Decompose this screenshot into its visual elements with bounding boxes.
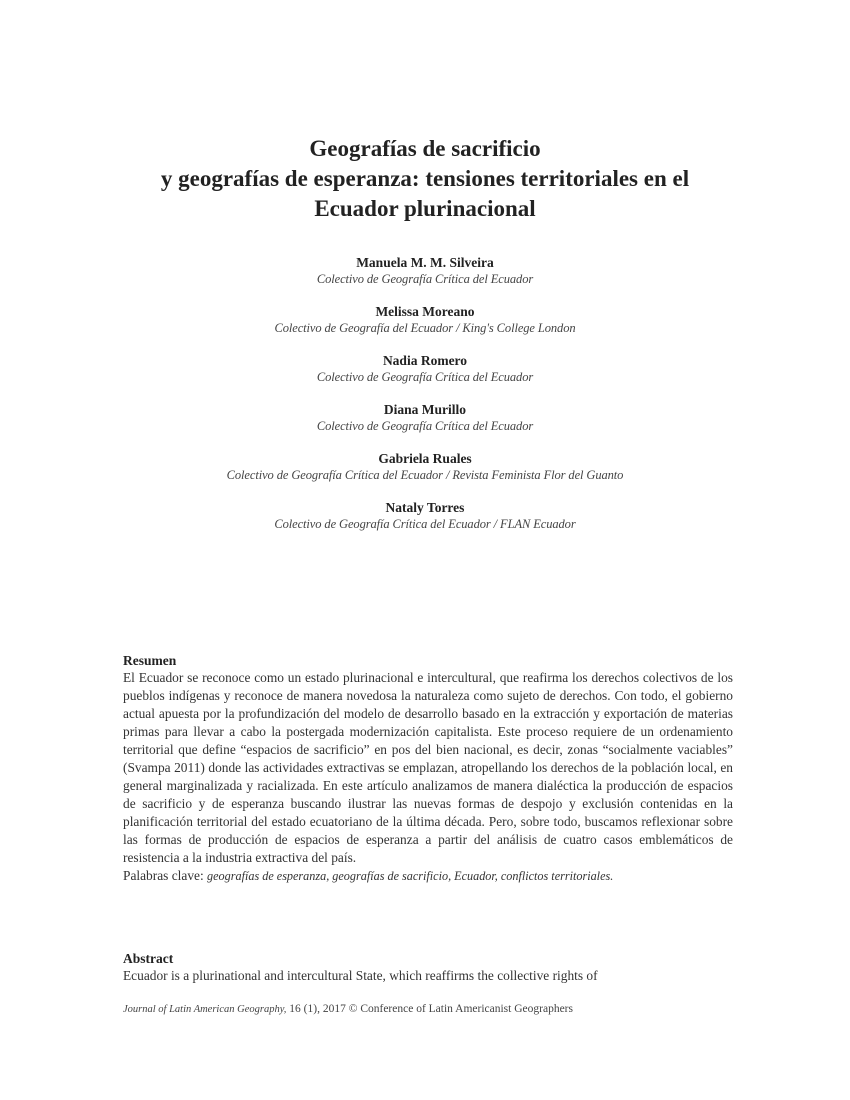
author-affiliation: Colectivo de Geografía Crítica del Ecuador [316,370,534,384]
author-affiliation: Colectivo de Geografía Crítica del Ecuador / Revista Feminista Flor del Guanto [226,468,624,482]
author-name: Nadia Romero [382,353,468,368]
abstract-heading: Abstract [123,951,174,966]
author-entry [60,303,790,337]
journal-footer [123,1002,743,1017]
author-entry [60,352,790,386]
journal-name: Journal of Latin American Geography, [123,1004,287,1015]
author-name: Nataly Torres [385,500,465,515]
resumen-body: El Ecuador se reconoce como un estado plurinacional e intercultural, que reafirma los derechos colectivos de los pueblos indígenas y reconoce de manera novedosa la naturaleza como sujeto de derechos. Con todo, el gobierno actual apuesta por la profundización del modelo de desarrollo basado en la extracción y exportación de materias primas para llevar a cabo la postergada modernización capitalista. Este proceso requiere de un ordenamiento territorial que define “espacios de sacrificio” en pos del bien nacional, es decir, zonas “socialmente vaciables” (Svampa 2011) donde las actividades extractivas se emplazan, atropellando los derechos de la población local, en general marginalizada y racializada. En este artículo analizamos de manera dialéctica la producción de espacios de sacrificio y de esperanza buscando ilustrar las nuevas formas de despojo y exclusión contenidas en la planificación territorial del estado ecuatoriano de la última década. Pero, sobre todo, buscamos reflexionar sobre las formas de producción de espacios de esperanza a partir del análisis de cuatro casos emblemáticos de resistencia a la industria extractiva del país. [123,670,733,865]
author-affiliation: Colectivo de Geografía Crítica del Ecuador / FLAN Ecuador [274,517,576,531]
author-entry [60,401,790,435]
author-affiliation: Colectivo de Geografía del Ecuador / King's College London [274,321,576,335]
keywords-label: Palabras clave: [123,868,204,883]
abstract-body: Ecuador is a plurinational and intercultural State, which reaffirms the collective rights of [123,968,598,983]
author-name: Diana Murillo [383,402,467,417]
author-entry [60,499,790,533]
abstract-section [123,951,733,985]
author-name: Manuela M. M. Silveira [356,255,494,270]
keywords-list: geografías de esperanza, geografías de sacrificio, Ecuador, conflictos territoriales. [207,869,614,883]
title-line-3: Ecuador plurinacional [314,196,536,221]
resumen-heading: Resumen [123,653,177,668]
author-name: Melissa Moreano [375,304,475,319]
resumen-section [123,653,733,885]
author-entry [60,450,790,484]
author-name: Gabriela Ruales [378,451,472,466]
author-affiliation: Colectivo de Geografía Crítica del Ecuador [316,419,534,433]
author-entry [60,254,790,288]
title-line-2: y geografías de esperanza: tensiones territoriales en el [160,166,690,191]
journal-citation: 16 (1), 2017 © Conference of Latin Americanist Geographers [286,1003,573,1015]
author-affiliation: Colectivo de Geografía Crítica del Ecuador [316,272,534,286]
author-list [60,254,790,548]
title-line-1: Geografías de sacrificio [309,136,541,161]
keywords-line [123,867,733,885]
paper-title [60,134,790,224]
